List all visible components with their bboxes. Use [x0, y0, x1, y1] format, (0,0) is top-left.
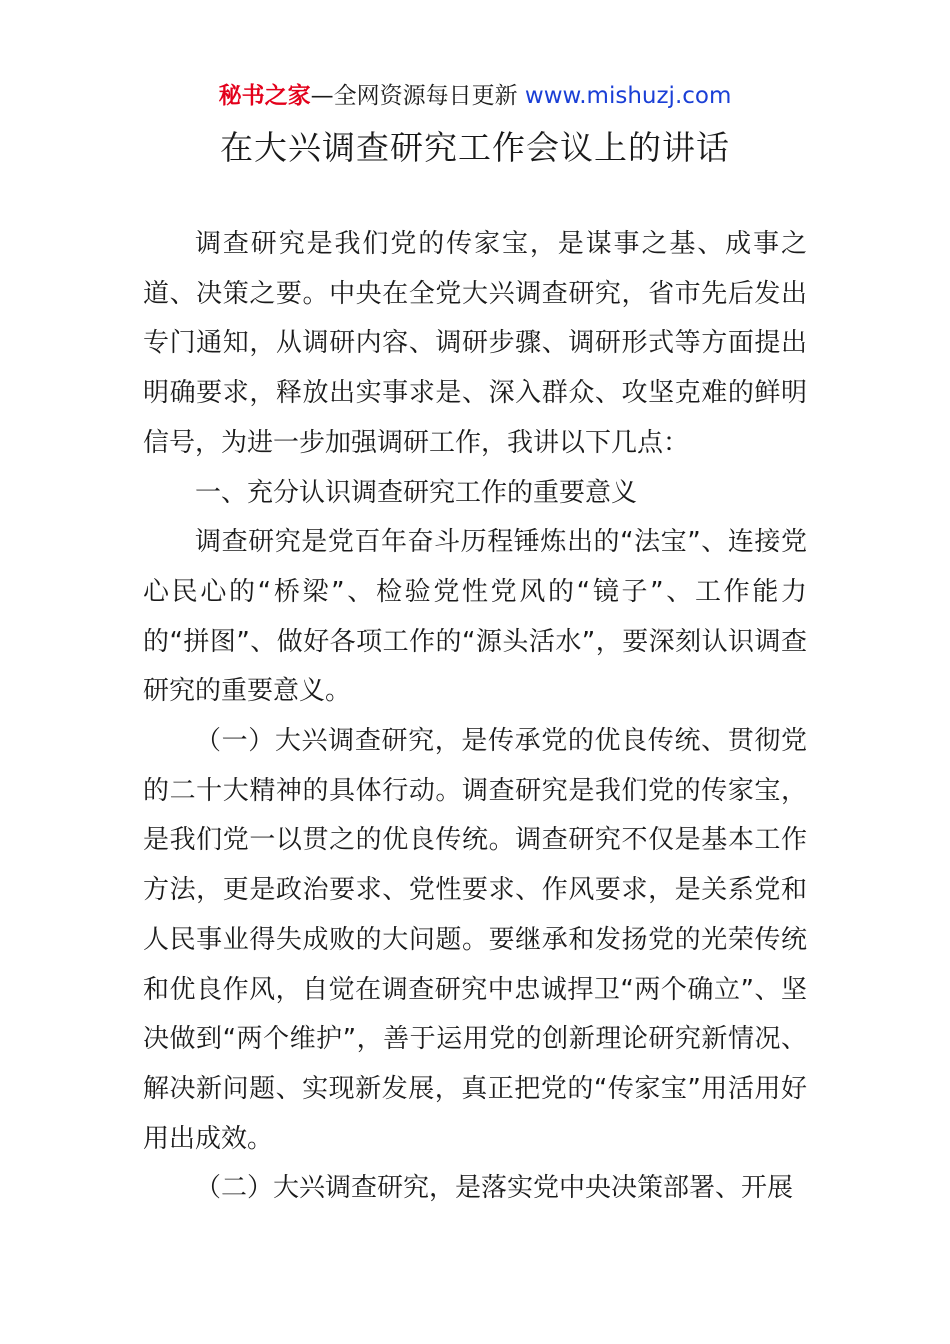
section-heading-1: 一、充分认识调查研究工作的重要意义 — [195, 477, 638, 508]
site-header — [0, 80, 950, 112]
paragraph-point-1: （一）大兴调查研究，是传承党的优良传统、贯彻党的二十大精神的具体行动。调查研究是我们党的传家宝，是我们党一以贯之的优良传统。调查研究不仅是基本工作方法，更是政治要求、党性要求、作风要求，是关系党和人民事业得失成败的大问题。要继承和发扬党的光荣传统和优良作风，自觉在调查研究中忠诚捍卫“两个确立”、坚决做到“两个维护”，善于运用党的创新理论研究新情况、解决新问题、实现新发展，真正把党的“传家宝”用活用好用出成效。 — [143, 726, 807, 1154]
document-body — [143, 220, 807, 1214]
paragraph-intro: 调查研究是我们党的传家宝，是谋事之基、成事之道、决策之要。中央在全党大兴调查研究，省市先后发出专门通知，从调研内容、调研步骤、调研形式等方面提出明确要求，释放出实事求是、深入群众、攻坚克难的鲜明信号，为进一步加强调研工作，我讲以下几点： — [143, 229, 807, 458]
page-title: 在大兴调查研究工作会议上的讲话 — [220, 128, 730, 167]
brand-name: 秘书之家 — [218, 83, 311, 109]
site-url-link[interactable]: www.mishuzj.com — [524, 83, 732, 109]
header-tagline: —全网资源每日更新 — [310, 83, 525, 109]
paragraph-significance: 调查研究是党百年奋斗历程锤炼出的“法宝”、连接党心民心的“桥梁”、检验党性党风的“镜子”、工作能力的“拼图”、做好各项工作的“源头活水”，要深刻认识调查研究的重要意义。 — [143, 527, 807, 707]
paragraph-point-2: （二）大兴调查研究，是落实党中央决策部署、开展 — [195, 1173, 794, 1204]
